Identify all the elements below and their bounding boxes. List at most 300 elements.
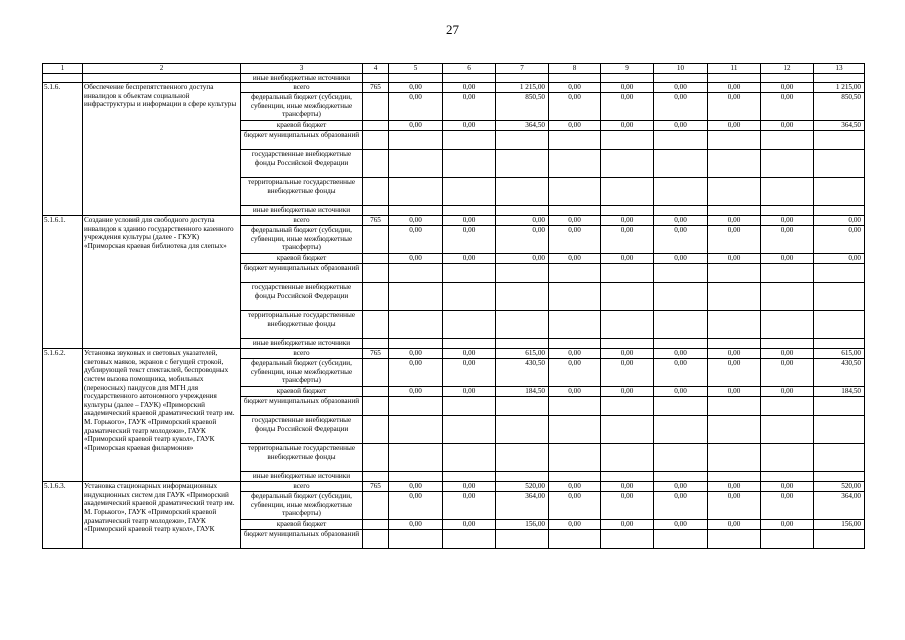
- cell-value: 0,00: [496, 216, 549, 226]
- cell-value: 0,00: [708, 482, 761, 492]
- page-number: 27: [446, 22, 459, 37]
- cell-value: [601, 472, 654, 482]
- cell-value: [814, 206, 865, 216]
- cell-value: [496, 444, 549, 472]
- cell-source: краевой бюджет: [241, 387, 363, 397]
- cell-value: [443, 444, 496, 472]
- cell-value: 430,50: [814, 359, 865, 387]
- cell-value: 364,00: [496, 492, 549, 520]
- cell-value: [708, 264, 761, 283]
- cell-value: 0,00: [761, 520, 814, 530]
- cell-code-765: 765: [363, 216, 389, 226]
- cell-value: [601, 339, 654, 349]
- cell-value: 0,00: [549, 254, 601, 264]
- cell-value: 615,00: [496, 349, 549, 359]
- cell-value: [654, 472, 708, 482]
- cell-value: [443, 73, 496, 83]
- cell-value: [708, 283, 761, 311]
- cell-value: 0,00: [761, 226, 814, 254]
- cell-value: [389, 264, 443, 283]
- cell-value: 0,00: [549, 121, 601, 131]
- cell-value: 0,00: [708, 83, 761, 93]
- cell-source: краевой бюджет: [241, 121, 363, 131]
- cell-value: 0,00: [549, 359, 601, 387]
- cell-value: [708, 530, 761, 549]
- cell-name: Обеспечение беспрепятственного доступа инвалидов к объектам социальной инфраструктуры и информации в сфере культуры: [83, 83, 241, 216]
- cell-value: [708, 339, 761, 349]
- cell-source: бюджет муниципальных образований: [241, 131, 363, 150]
- cell-value: [601, 530, 654, 549]
- cell-value: 0,00: [443, 216, 496, 226]
- cell-value: 0,00: [708, 254, 761, 264]
- cell-code-765: 765: [363, 482, 389, 492]
- cell-value: [389, 444, 443, 472]
- cell-value: [814, 311, 865, 339]
- cell-value: 850,50: [496, 93, 549, 121]
- cell-value: [708, 444, 761, 472]
- cell-value: 615,00: [814, 349, 865, 359]
- cell-source: федеральный бюджет (субсидии, субвенции, иные межбюджетные трансферты): [241, 359, 363, 387]
- cell-value: 0,00: [708, 226, 761, 254]
- cell-value: [443, 206, 496, 216]
- cell-code-765: [363, 492, 389, 520]
- cell-value: 1 215,00: [496, 83, 549, 93]
- cell-value: [443, 131, 496, 150]
- cell-value: 0,00: [654, 520, 708, 530]
- cell-value: [389, 178, 443, 206]
- cell-value: 0,00: [443, 93, 496, 121]
- cell-value: [389, 339, 443, 349]
- cell-value: [814, 150, 865, 178]
- header-cell: 8: [549, 64, 601, 74]
- cell-value: [443, 311, 496, 339]
- cell-value: 0,00: [708, 520, 761, 530]
- cell-value: 0,00: [549, 387, 601, 397]
- cell-value: [814, 416, 865, 444]
- cell-value: [654, 339, 708, 349]
- cell-value: [814, 530, 865, 549]
- cell-value: [601, 283, 654, 311]
- cell-value: 0,00: [814, 226, 865, 254]
- cell-value: [389, 416, 443, 444]
- header-cell: 13: [814, 64, 865, 74]
- cell-value: [708, 73, 761, 83]
- cell-value: [814, 339, 865, 349]
- cell-value: 0,00: [708, 492, 761, 520]
- cell-value: 0,00: [654, 121, 708, 131]
- cell-value: 0,00: [443, 492, 496, 520]
- cell-value: [601, 206, 654, 216]
- cell-value: [549, 131, 601, 150]
- cell-code-765: [363, 121, 389, 131]
- cell-source: всего: [241, 216, 363, 226]
- header-cell: 7: [496, 64, 549, 74]
- cell-value: [389, 472, 443, 482]
- cell-value: 0,00: [761, 359, 814, 387]
- cell-value: [549, 472, 601, 482]
- cell-code-765: [363, 206, 389, 216]
- cell-value: [601, 73, 654, 83]
- header-cell: 11: [708, 64, 761, 74]
- cell-value: [443, 264, 496, 283]
- cell-value: 0,00: [601, 254, 654, 264]
- cell-value: [814, 264, 865, 283]
- cell-value: 520,00: [814, 482, 865, 492]
- cell-value: [601, 131, 654, 150]
- table-row: [43, 83, 865, 93]
- cell-code-765: 765: [363, 349, 389, 359]
- cell-name: Установка стационарных информационных индукционных систем для ГАУК «Приморский академический краевой драматический театр им. М. Горького», ГАУК «Приморский краевой драматический театр молодежи», ГАУК «Приморский краевой театр кукол», ГАУК: [83, 482, 241, 549]
- cell-value: [443, 472, 496, 482]
- cell-value: [708, 416, 761, 444]
- cell-source: всего: [241, 83, 363, 93]
- cell-source: иные внебюджетные источники: [241, 73, 363, 83]
- cell-value: [549, 150, 601, 178]
- cell-value: 0,00: [654, 83, 708, 93]
- cell-value: [389, 73, 443, 83]
- cell-value: [654, 444, 708, 472]
- cell-value: 0,00: [549, 482, 601, 492]
- cell-name: [83, 73, 241, 83]
- cell-code-765: [363, 416, 389, 444]
- budget-table: [42, 63, 865, 549]
- cell-value: 0,00: [549, 520, 601, 530]
- cell-value: 0,00: [814, 254, 865, 264]
- cell-value: [761, 283, 814, 311]
- cell-value: 0,00: [654, 359, 708, 387]
- cell-value: [389, 150, 443, 178]
- cell-value: [549, 178, 601, 206]
- cell-value: 0,00: [601, 216, 654, 226]
- cell-value: [496, 264, 549, 283]
- cell-value: [601, 416, 654, 444]
- cell-value: [389, 397, 443, 416]
- cell-value: [761, 530, 814, 549]
- cell-value: 0,00: [389, 93, 443, 121]
- cell-value: 0,00: [761, 387, 814, 397]
- cell-value: [708, 178, 761, 206]
- cell-value: 0,00: [708, 349, 761, 359]
- cell-code-765: [363, 397, 389, 416]
- cell-value: 0,00: [761, 83, 814, 93]
- cell-source: краевой бюджет: [241, 254, 363, 264]
- cell-value: [496, 530, 549, 549]
- cell-value: [601, 264, 654, 283]
- cell-value: [496, 416, 549, 444]
- cell-value: 0,00: [549, 83, 601, 93]
- cell-value: 0,00: [443, 226, 496, 254]
- cell-code-765: [363, 178, 389, 206]
- cell-value: 0,00: [549, 492, 601, 520]
- cell-value: 0,00: [761, 121, 814, 131]
- cell-code-765: [363, 444, 389, 472]
- cell-source: государственные внебюджетные фонды Российской Федерации: [241, 283, 363, 311]
- cell-value: [443, 339, 496, 349]
- cell-value: 0,00: [389, 387, 443, 397]
- cell-value: [549, 444, 601, 472]
- cell-value: 0,00: [389, 520, 443, 530]
- cell-value: 0,00: [389, 254, 443, 264]
- cell-source: территориальные государственные внебюджетные фонды: [241, 311, 363, 339]
- cell-value: 0,00: [601, 359, 654, 387]
- cell-value: [761, 178, 814, 206]
- cell-value: 0,00: [549, 226, 601, 254]
- cell-value: 184,50: [814, 387, 865, 397]
- cell-value: [814, 131, 865, 150]
- cell-code-765: [363, 387, 389, 397]
- cell-value: 0,00: [389, 492, 443, 520]
- cell-value: 0,00: [654, 93, 708, 121]
- cell-value: 0,00: [389, 482, 443, 492]
- cell-value: 0,00: [549, 216, 601, 226]
- cell-code-765: [363, 150, 389, 178]
- table-row: [43, 349, 865, 359]
- header-cell: 10: [654, 64, 708, 74]
- cell-value: [549, 530, 601, 549]
- header-cell: 1: [43, 64, 83, 74]
- cell-value: [549, 416, 601, 444]
- cell-value: 0,00: [654, 492, 708, 520]
- cell-value: 0,00: [389, 226, 443, 254]
- cell-value: 364,50: [814, 121, 865, 131]
- cell-value: [654, 150, 708, 178]
- cell-value: [601, 150, 654, 178]
- cell-code-765: [363, 283, 389, 311]
- cell-value: 156,00: [814, 520, 865, 530]
- cell-value: [549, 311, 601, 339]
- cell-value: 364,50: [496, 121, 549, 131]
- cell-value: [549, 264, 601, 283]
- header-cell: 12: [761, 64, 814, 74]
- cell-source: бюджет муниципальных образований: [241, 264, 363, 283]
- cell-value: [443, 283, 496, 311]
- cell-value: [814, 397, 865, 416]
- cell-value: 0,00: [761, 349, 814, 359]
- cell-value: [389, 283, 443, 311]
- cell-code-765: [363, 530, 389, 549]
- cell-value: 0,00: [443, 254, 496, 264]
- cell-value: 0,00: [443, 520, 496, 530]
- cell-value: [363, 73, 389, 83]
- cell-source: государственные внебюджетные фонды Российской Федерации: [241, 150, 363, 178]
- cell-code-765: [363, 226, 389, 254]
- cell-value: 0,00: [601, 83, 654, 93]
- cell-value: 0,00: [601, 482, 654, 492]
- cell-value: 0,00: [761, 254, 814, 264]
- cell-value: 0,00: [654, 226, 708, 254]
- cell-value: 0,00: [443, 349, 496, 359]
- cell-value: [814, 472, 865, 482]
- header-cell: 3: [241, 64, 363, 74]
- cell-code: 5.1.6.3.: [43, 482, 83, 549]
- cell-value: 364,00: [814, 492, 865, 520]
- cell-value: [496, 311, 549, 339]
- cell-value: [761, 150, 814, 178]
- cell-value: 0,00: [708, 359, 761, 387]
- header-cell: 9: [601, 64, 654, 74]
- table-row: [43, 482, 865, 492]
- cell-value: 520,00: [496, 482, 549, 492]
- cell-value: [496, 178, 549, 206]
- cell-source: всего: [241, 482, 363, 492]
- cell-value: [654, 530, 708, 549]
- cell-value: 0,00: [654, 387, 708, 397]
- cell-source: территориальные государственные внебюджетные фонды: [241, 178, 363, 206]
- header-cell: 6: [443, 64, 496, 74]
- cell-value: 0,00: [443, 359, 496, 387]
- cell-value: 0,00: [654, 216, 708, 226]
- cell-code-765: [363, 254, 389, 264]
- cell-value: [761, 444, 814, 472]
- cell-value: [496, 73, 549, 83]
- cell-value: 0,00: [443, 387, 496, 397]
- cell-value: [654, 206, 708, 216]
- cell-value: [761, 339, 814, 349]
- table-row: [43, 73, 865, 83]
- cell-value: [761, 264, 814, 283]
- cell-code-765: [363, 131, 389, 150]
- cell-code-765: [363, 339, 389, 349]
- cell-value: 0,00: [601, 492, 654, 520]
- cell-name: Установка звуковых и световых указателей, световых маяков, экранов с бегущей строкой, дублирующей текст спектаклей, беспроводных систем вызова помощника, мобильных (переносных) пандусов для МГН для государственного автономного учреждения культуры (далее – ГАУК) «Приморский академический краевой драматический театр им. М. Горького», ГАУК «Приморский краевой драматический театр молодежи», ГАУК «Приморский краевой театр кукол», ГАУК «Приморская краевая филармония»: [83, 349, 241, 482]
- cell-value: [761, 416, 814, 444]
- cell-code: 5.1.6.: [43, 83, 83, 216]
- cell-value: [389, 131, 443, 150]
- cell-value: 0,00: [601, 226, 654, 254]
- cell-value: 0,00: [496, 254, 549, 264]
- cell-value: [654, 397, 708, 416]
- cell-value: 0,00: [761, 93, 814, 121]
- cell-value: [708, 206, 761, 216]
- cell-value: 0,00: [389, 359, 443, 387]
- cell-value: 0,00: [549, 349, 601, 359]
- cell-value: 0,00: [601, 121, 654, 131]
- cell-value: 0,00: [549, 93, 601, 121]
- cell-source: краевой бюджет: [241, 520, 363, 530]
- cell-value: [549, 339, 601, 349]
- cell-value: [708, 131, 761, 150]
- cell-source: государственные внебюджетные фонды Российской Федерации: [241, 416, 363, 444]
- cell-value: 0,00: [708, 121, 761, 131]
- cell-value: 0,00: [761, 492, 814, 520]
- cell-value: [654, 131, 708, 150]
- cell-value: 0,00: [654, 482, 708, 492]
- cell-code-765: [363, 359, 389, 387]
- cell-value: 0,00: [654, 349, 708, 359]
- cell-source: иные внебюджетные источники: [241, 339, 363, 349]
- cell-code-765: [363, 264, 389, 283]
- table-row: [43, 216, 865, 226]
- header-cell: 4: [363, 64, 389, 74]
- cell-value: [814, 283, 865, 311]
- cell-value: [549, 206, 601, 216]
- cell-value: 156,00: [496, 520, 549, 530]
- cell-code-765: [363, 472, 389, 482]
- cell-value: [814, 178, 865, 206]
- cell-value: 0,00: [601, 93, 654, 121]
- cell-value: [443, 150, 496, 178]
- cell-value: [496, 339, 549, 349]
- cell-value: [708, 397, 761, 416]
- cell-value: 1 215,00: [814, 83, 865, 93]
- cell-value: 0,00: [601, 520, 654, 530]
- cell-value: [389, 530, 443, 549]
- cell-source: иные внебюджетные источники: [241, 472, 363, 482]
- cell-value: [761, 311, 814, 339]
- cell-value: [389, 206, 443, 216]
- cell-value: [761, 472, 814, 482]
- cell-source: федеральный бюджет (субсидии, субвенции, иные межбюджетные трансферты): [241, 226, 363, 254]
- cell-source: федеральный бюджет (субсидии, субвенции, иные межбюджетные трансферты): [241, 492, 363, 520]
- cell-value: [708, 150, 761, 178]
- cell-value: [496, 131, 549, 150]
- cell-value: [549, 283, 601, 311]
- cell-value: [761, 73, 814, 83]
- cell-value: 0,00: [601, 387, 654, 397]
- cell-value: 0,00: [443, 83, 496, 93]
- cell-code: [43, 73, 83, 83]
- cell-value: 0,00: [496, 226, 549, 254]
- cell-value: 0,00: [654, 254, 708, 264]
- cell-value: [814, 444, 865, 472]
- header-cell: 2: [83, 64, 241, 74]
- cell-value: [443, 397, 496, 416]
- cell-value: [601, 444, 654, 472]
- cell-value: 0,00: [708, 216, 761, 226]
- cell-value: [708, 472, 761, 482]
- cell-value: [761, 131, 814, 150]
- cell-value: 430,50: [496, 359, 549, 387]
- header-row: [43, 64, 865, 74]
- cell-value: [654, 73, 708, 83]
- cell-value: [549, 397, 601, 416]
- cell-value: 850,50: [814, 93, 865, 121]
- cell-value: [443, 530, 496, 549]
- cell-value: [549, 73, 601, 83]
- cell-source: всего: [241, 349, 363, 359]
- cell-value: [443, 178, 496, 206]
- cell-value: 0,00: [814, 216, 865, 226]
- cell-value: [496, 150, 549, 178]
- cell-value: [443, 416, 496, 444]
- cell-value: [601, 178, 654, 206]
- cell-value: [761, 206, 814, 216]
- cell-value: [814, 73, 865, 83]
- cell-value: [654, 311, 708, 339]
- cell-value: [708, 311, 761, 339]
- header-cell: 5: [389, 64, 443, 74]
- cell-name: Создание условий для свободного доступа инвалидов к зданию государственного казенного учреждения культуры (далее - ГКУК) «Приморская краевая библиотека для слепых»: [83, 216, 241, 349]
- cell-value: 0,00: [389, 121, 443, 131]
- cell-value: 184,50: [496, 387, 549, 397]
- cell-source: иные внебюджетные источники: [241, 206, 363, 216]
- cell-value: [496, 397, 549, 416]
- cell-code-765: [363, 93, 389, 121]
- cell-value: 0,00: [708, 93, 761, 121]
- cell-value: 0,00: [761, 216, 814, 226]
- cell-value: [601, 311, 654, 339]
- cell-value: 0,00: [389, 216, 443, 226]
- cell-value: [654, 264, 708, 283]
- cell-source: бюджет муниципальных образований: [241, 530, 363, 549]
- cell-code: 5.1.6.2.: [43, 349, 83, 482]
- cell-value: [654, 283, 708, 311]
- cell-value: 0,00: [389, 83, 443, 93]
- cell-value: 0,00: [601, 349, 654, 359]
- cell-code: 5.1.6.1.: [43, 216, 83, 349]
- cell-source: бюджет муниципальных образований: [241, 397, 363, 416]
- cell-code-765: [363, 520, 389, 530]
